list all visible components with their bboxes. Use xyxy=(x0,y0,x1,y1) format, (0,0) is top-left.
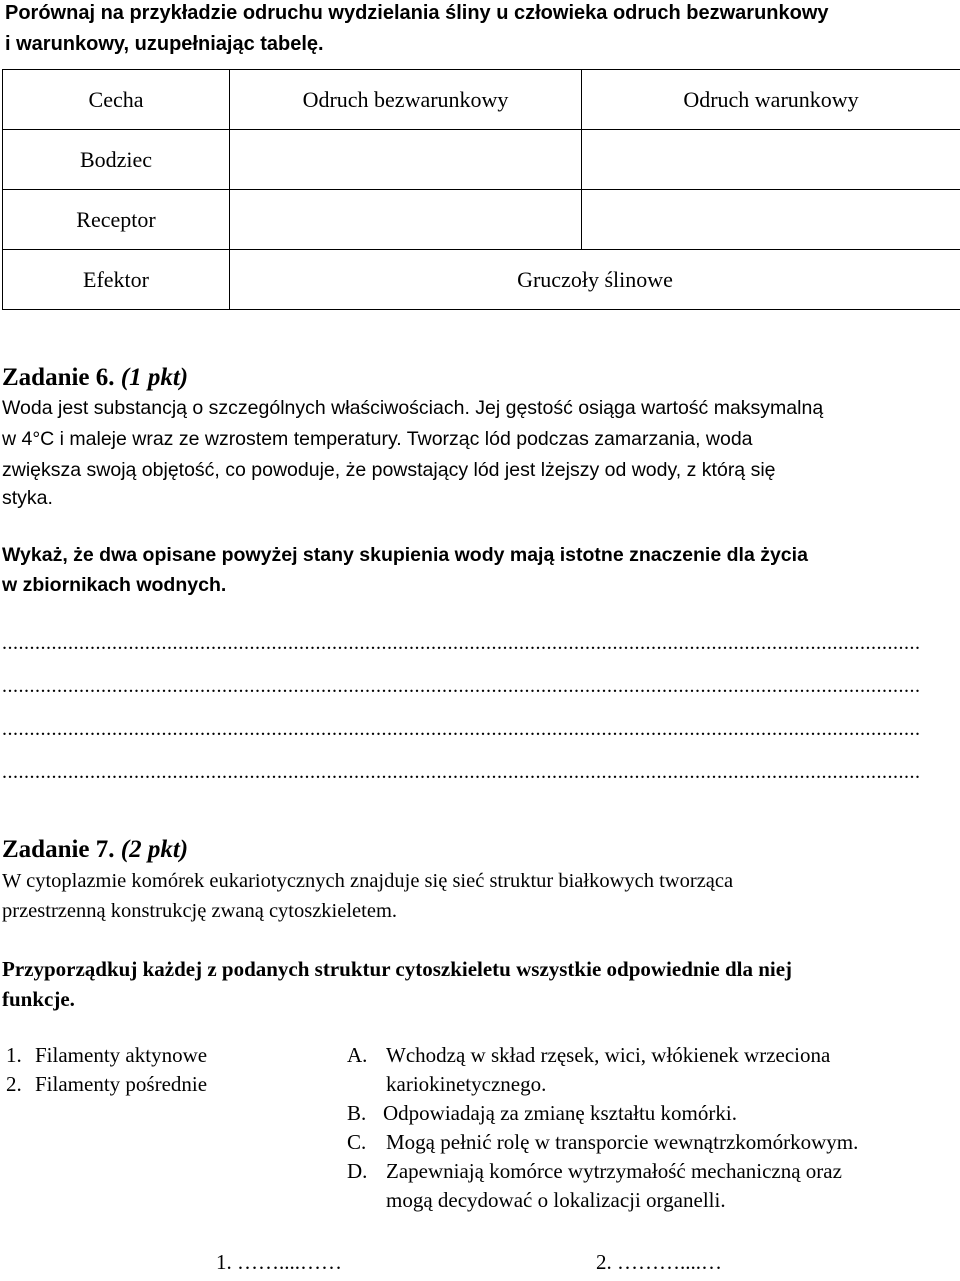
structure-item: 1. Filamenty aktynowe xyxy=(6,1043,208,1067)
function-letter: D. xyxy=(347,1159,368,1183)
function-text-line: kariokinetycznego. xyxy=(386,1072,547,1096)
merged-cell: Gruczoły ślinowe xyxy=(230,250,960,310)
task6-text-line: zwiększa swoją objętość, co powoduje, że powstający lód jest lżejszy od wody, z którą się xyxy=(2,459,776,481)
task7-command-line: funkcje. xyxy=(2,987,75,1011)
task6-command-line: Wykaż, że dwa opisane powyżej stany skupienia wody mają istotne znaczenie dla życia xyxy=(2,544,808,566)
function-text-line: Mogą pełnić rolę w transporcie wewnątrzkomórkowym. xyxy=(386,1130,859,1154)
task-points: (1 pkt) xyxy=(120,364,189,391)
task-title: Zadanie 6. xyxy=(2,364,115,391)
task7-command-line: Przyporządkuj każdej z podanych struktur cytoszkieletu wszystkie odpowiednie dla niej xyxy=(2,957,793,981)
task6-text-line: w 4°C i maleje wraz ze wzrostem temperatury. Tworząc lód podczas zamarzania, woda xyxy=(2,428,753,450)
task7-text-line: przestrzenną konstrukcję zwaną cytoszkieletem. xyxy=(2,900,398,922)
answer-cell[interactable] xyxy=(230,130,582,190)
intro-line-2: i warunkowy, uzupełniając tabelę. xyxy=(5,33,324,55)
task6-text-line: styka. xyxy=(2,487,53,509)
task7-text-line: W cytoplazmie komórek eukariotycznych znajduje się sieć struktur białkowych tworząca xyxy=(2,870,734,892)
intro-line-1: Porównaj na przykładzie odruchu wydzielania śliny u człowieka odruch bezwarunkowy xyxy=(5,2,829,24)
answer-cell[interactable] xyxy=(582,130,960,190)
answer-cell[interactable] xyxy=(230,190,582,250)
answer-line[interactable]: ....................................................................................................................................................................... xyxy=(2,761,921,783)
answer-field-2[interactable]: 2. ………....… xyxy=(596,1250,722,1274)
function-text-line: Zapewniają komórce wytrzymałość mechaniczną oraz xyxy=(386,1159,842,1183)
function-text-line: mogą decydować o lokalizacji organelli. xyxy=(386,1188,726,1212)
table-row xyxy=(3,130,960,190)
function-text-line: Odpowiadają za zmianę kształtu komórki. xyxy=(383,1101,737,1125)
row-label: Receptor xyxy=(3,190,230,250)
task6-text-line: Woda jest substancją o szczególnych właściwościach. Jej gęstość osiąga wartość maksymalną xyxy=(2,397,824,419)
task-points: (2 pkt) xyxy=(120,836,189,863)
function-letter: C. xyxy=(347,1130,367,1154)
function-letter: B. xyxy=(347,1101,367,1125)
table-header-row xyxy=(3,70,960,130)
answer-field-1[interactable]: 1. ……....…… xyxy=(216,1250,342,1274)
row-label: Efektor xyxy=(3,250,230,310)
answer-cell[interactable] xyxy=(582,190,960,250)
function-letter: A. xyxy=(347,1043,368,1067)
row-label: Bodziec xyxy=(3,130,230,190)
function-text-line: Wchodzą w skład rzęsek, wici, włókienek wrzeciona xyxy=(386,1043,831,1067)
task-title: Zadanie 7. xyxy=(2,836,115,863)
table-row xyxy=(3,250,960,310)
structure-item: 2. Filamenty pośrednie xyxy=(6,1072,208,1096)
answer-line[interactable]: ....................................................................................................................................................................... xyxy=(2,632,921,654)
header-cell: Odruch bezwarunkowy xyxy=(230,70,582,130)
task6-command-line: w zbiornikach wodnych. xyxy=(2,574,227,596)
task6-heading xyxy=(2,364,188,392)
answer-line[interactable]: ....................................................................................................................................................................... xyxy=(2,675,921,697)
table-row xyxy=(3,190,960,250)
reflex-comparison-table xyxy=(2,69,960,310)
answer-line[interactable]: ....................................................................................................................................................................... xyxy=(2,718,921,740)
header-cell: Odruch warunkowy xyxy=(582,70,960,130)
task7-heading xyxy=(2,836,188,864)
header-cell: Cecha xyxy=(3,70,230,130)
